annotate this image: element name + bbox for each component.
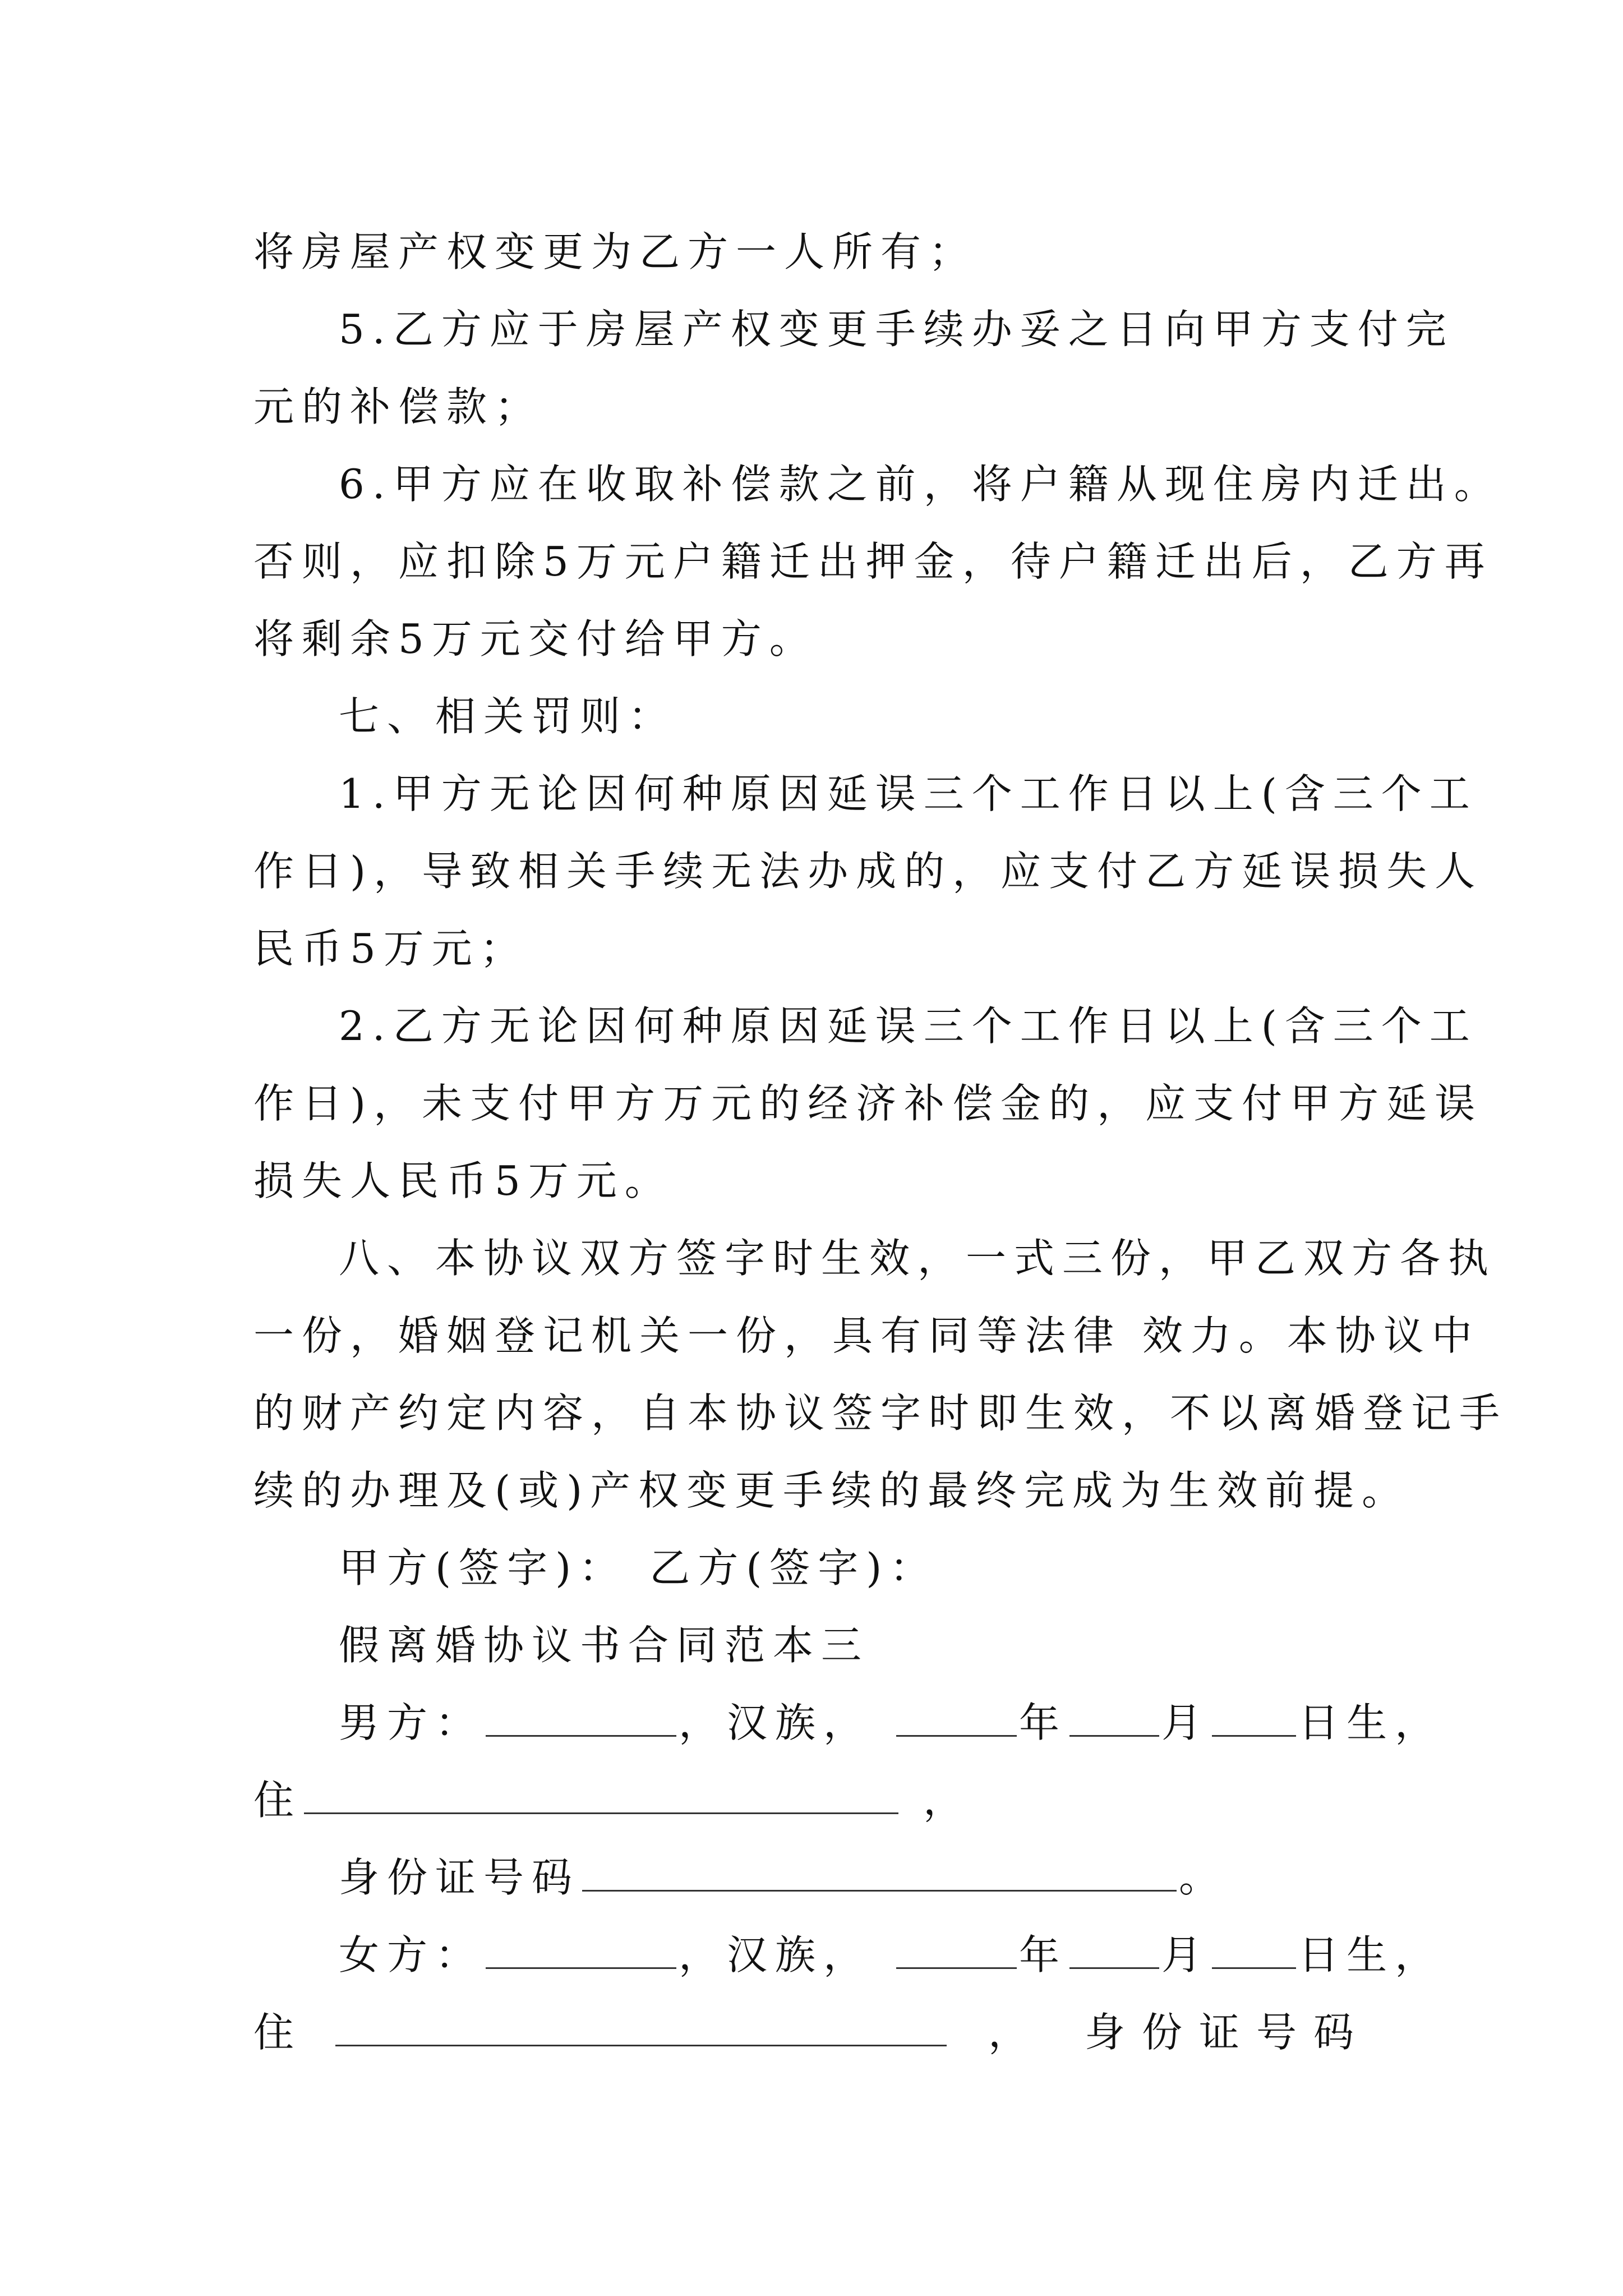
- day-label: 日生，: [1298, 1699, 1444, 1746]
- party-a-signature-label: 甲方(签字)：: [339, 1544, 628, 1591]
- male-birth-month-blank: [1069, 1696, 1159, 1737]
- female-birth-month-blank: [1069, 1928, 1159, 1969]
- month-label: 月: [1161, 1699, 1210, 1746]
- penalty-clause-2: 2.乙方无论因何种原因延误三个工作日以上(含三个工: [339, 1002, 1478, 1050]
- male-ethnicity: ，汉族，: [679, 1699, 872, 1746]
- male-id-blank: [582, 1851, 1177, 1892]
- male-id-end: 。: [1179, 1854, 1228, 1901]
- female-address-end: ，: [988, 2009, 1046, 2056]
- text-line: 作日)，导致相关手续无法办成的，应支付乙方延误损失人: [253, 848, 1483, 895]
- document-body: [253, 213, 1508, 2071]
- male-address-end: ，: [923, 1777, 972, 1824]
- text-line: 续的办理及(或)产权变更手续的最终完成为生效前提。: [253, 1467, 1410, 1514]
- female-address-label: 住: [253, 2009, 311, 2056]
- text-line: 损失人民币5万元。: [253, 1157, 673, 1204]
- section-heading-8: 八、本协议双方签字时生效，一式三份，甲乙双方各执: [339, 1235, 1497, 1282]
- signature-line: [253, 1529, 1386, 1607]
- male-address-line: [253, 1761, 1386, 1839]
- text-line: 将房屋产权变更为乙方一人所有；: [253, 228, 978, 275]
- female-address-line: [253, 1994, 1386, 2071]
- female-info-line: [253, 1916, 1444, 1994]
- month-label: 月: [1161, 1931, 1210, 1978]
- male-name-blank: [486, 1696, 676, 1737]
- male-address-label: 住: [253, 1777, 302, 1824]
- female-name-blank: [486, 1928, 676, 1969]
- male-address-blank: [304, 1773, 898, 1814]
- text-line: 一份，婚姻登记机关一份，具有同等法律 效力。本协议中: [253, 1312, 1480, 1359]
- text-line: 否则，应扣除5万元户籍迁出押金，待户籍迁出后，乙方再: [253, 538, 1493, 585]
- male-birth-day-blank: [1212, 1696, 1296, 1737]
- female-birth-day-blank: [1212, 1928, 1296, 1969]
- female-id-label: 身份证号码: [1085, 2009, 1371, 2056]
- female-birth-year-blank: [896, 1928, 1017, 1969]
- party-b-signature-label: 乙方(签字)：: [649, 1544, 938, 1591]
- clause-6: 6.甲方应在收取补偿款之前，将户籍从现住房内迁出。: [339, 461, 1502, 508]
- text-line: 元的补偿款；: [253, 383, 543, 430]
- text-line: 将剩余5万元交付给甲方。: [253, 615, 818, 662]
- template-title: 假离婚协议书合同范本三: [339, 1622, 870, 1669]
- text-line: 民币5万元；: [253, 925, 528, 972]
- penalty-clause-1: 1.甲方无论因何种原因延误三个工作日以上(含三个工: [339, 770, 1478, 817]
- female-ethnicity: ，汉族，: [679, 1931, 872, 1978]
- male-info-line: [253, 1684, 1444, 1761]
- male-birth-year-blank: [896, 1696, 1017, 1737]
- text-line: 作日)，未支付甲方万元的经济补偿金的，应支付甲方延误: [253, 1080, 1483, 1127]
- year-label: 年: [1019, 1931, 1068, 1978]
- male-id-line: [253, 1839, 1386, 1916]
- day-label: 日生，: [1298, 1931, 1444, 1978]
- female-address-blank: [335, 2005, 947, 2046]
- female-label: 女方：: [339, 1931, 484, 1978]
- male-id-label: 身份证号码: [339, 1854, 580, 1901]
- text-line: 的财产约定内容，自本协议签字时即生效，不以离婚登记手: [253, 1389, 1508, 1437]
- male-label: 男方：: [339, 1699, 484, 1746]
- clause-5: 5.乙方应于房屋产权变更手续办妥之日向甲方支付完: [339, 306, 1454, 353]
- section-heading-7: 七、相关罚则：: [339, 693, 677, 740]
- year-label: 年: [1019, 1699, 1068, 1746]
